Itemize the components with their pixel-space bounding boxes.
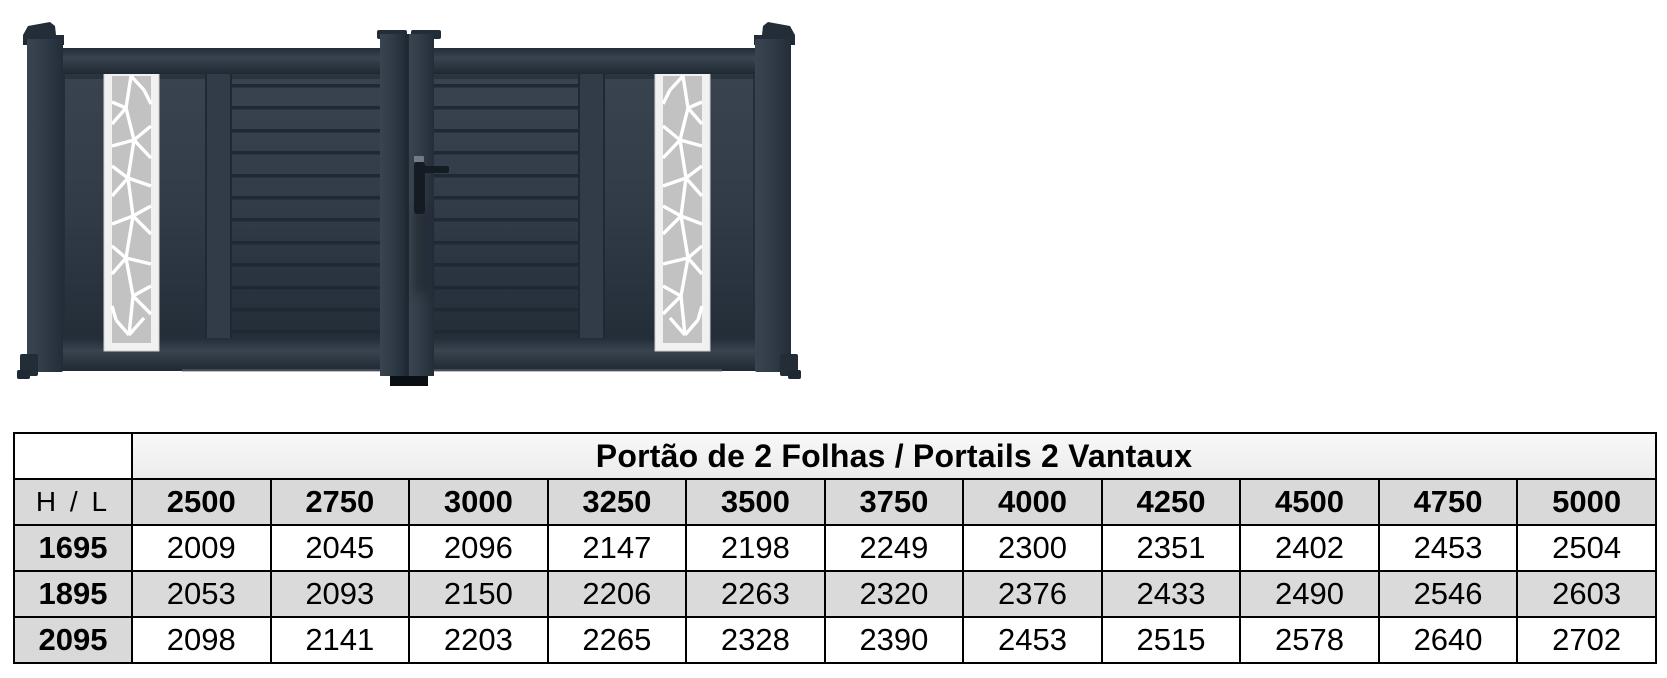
gate-svg (12, 8, 812, 393)
price-cell: 2009 (132, 525, 271, 571)
price-cell: 2265 (548, 617, 687, 663)
price-cell: 2490 (1240, 571, 1379, 617)
price-cell: 2198 (686, 525, 825, 571)
gate-stile-right (578, 64, 605, 344)
price-cell: 2578 (1240, 617, 1379, 663)
column-header-3250: 3250 (548, 479, 687, 525)
gate-illustration (12, 8, 812, 393)
table-row-1895 (14, 571, 1656, 617)
price-cell: 2504 (1517, 525, 1656, 571)
price-cell: 2546 (1379, 571, 1518, 617)
handle-glint (414, 156, 424, 162)
price-cell: 2402 (1240, 525, 1379, 571)
price-cell: 2453 (1379, 525, 1518, 571)
leaf-edge-left (63, 64, 65, 344)
price-cell: 2141 (271, 617, 410, 663)
center-base-plate (390, 376, 428, 386)
column-header-4000: 4000 (963, 479, 1102, 525)
handle-shadow (414, 208, 428, 293)
column-header-4750: 4750 (1379, 479, 1518, 525)
price-cell: 2376 (963, 571, 1102, 617)
gate-post-left (17, 22, 64, 379)
price-cell: 2203 (409, 617, 548, 663)
price-cell: 2150 (409, 571, 548, 617)
gate-stile-left (205, 64, 232, 344)
column-header-2750: 2750 (271, 479, 410, 525)
ground-shadow (182, 369, 722, 372)
column-header-4250: 4250 (1102, 479, 1241, 525)
table-title: Portão de 2 Folhas / Portails 2 Vantaux (132, 433, 1656, 479)
price-cell: 2433 (1102, 571, 1241, 617)
column-header-5000: 5000 (1517, 479, 1656, 525)
row-label-2095: 2095 (14, 617, 132, 663)
price-cell: 2098 (132, 617, 271, 663)
price-cell: 2640 (1379, 617, 1518, 663)
leaf-edge-right (753, 64, 755, 344)
table-row-2095 (14, 617, 1656, 663)
price-cell: 2206 (548, 571, 687, 617)
price-cell: 2147 (548, 525, 687, 571)
column-header-3750: 3750 (825, 479, 964, 525)
decorative-insert-left (104, 68, 159, 351)
price-cell: 2603 (1517, 571, 1656, 617)
price-cell: 2320 (825, 571, 964, 617)
column-header-3500: 3500 (686, 479, 825, 525)
price-cell: 2515 (1102, 617, 1241, 663)
column-header-3000: 3000 (409, 479, 548, 525)
row-label-1695: 1695 (14, 525, 132, 571)
table-corner-label: H / L (14, 479, 132, 525)
row-label-1895: 1895 (14, 571, 132, 617)
price-table-grid (13, 432, 1657, 664)
price-cell: 2053 (132, 571, 271, 617)
price-cell: 2249 (825, 525, 964, 571)
price-cell: 2093 (271, 571, 410, 617)
price-cell: 2263 (686, 571, 825, 617)
price-cell: 2351 (1102, 525, 1241, 571)
price-table (13, 432, 1657, 664)
price-cell: 2096 (409, 525, 548, 571)
column-header-2500: 2500 (132, 479, 271, 525)
gate-center-stiles (377, 30, 441, 386)
price-cell: 2390 (825, 617, 964, 663)
table-corner-blank (14, 433, 132, 479)
price-cell: 2045 (271, 525, 410, 571)
price-cell: 2300 (963, 525, 1102, 571)
gate-post-right (754, 22, 801, 379)
price-cell: 2453 (963, 617, 1102, 663)
column-header-4500: 4500 (1240, 479, 1379, 525)
decorative-insert-right (655, 68, 710, 351)
price-cell: 2328 (686, 617, 825, 663)
price-cell: 2702 (1517, 617, 1656, 663)
table-row-1695 (14, 525, 1656, 571)
